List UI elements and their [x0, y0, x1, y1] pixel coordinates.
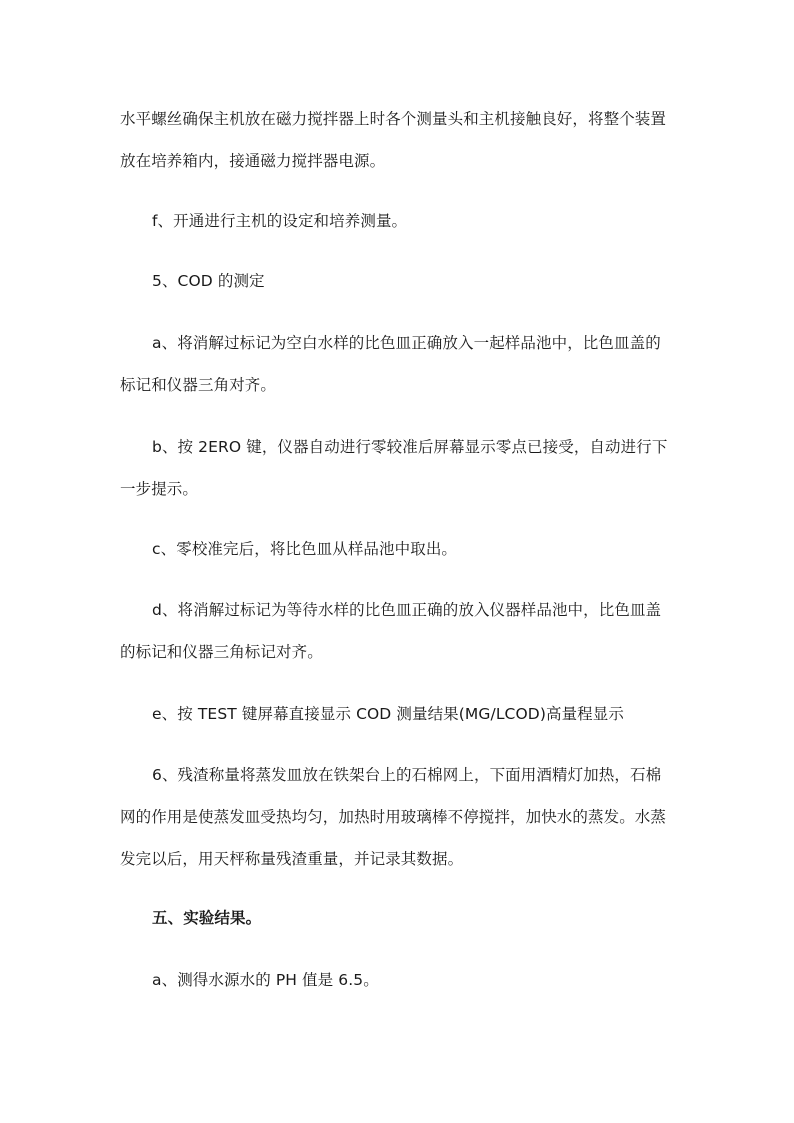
- step-b-line-1: b、按 2ERO 键，仪器自动进行零较准后屏幕显示零点已接受，自动进行下: [152, 438, 668, 456]
- step-a-line-1: a、将消解过标记为空白水样的比色皿正确放入一起样品池中，比色皿盖的: [152, 334, 661, 352]
- result-a-line: a、测得水源水的 PH 值是 6.5。: [152, 971, 379, 989]
- step-b-line-2: 一步提示。: [120, 480, 199, 498]
- section-6-line-2: 网的作用是使蒸发皿受热均匀，加热时用玻璃棒不停搅拌，加快水的蒸发。水蒸: [120, 808, 667, 826]
- step-c-line: c、零校准完后，将比色皿从样品池中取出。: [152, 540, 458, 558]
- section-6-line-1: 6、残渣称量将蒸发皿放在铁架台上的石棉网上，下面用酒精灯加热，石棉: [152, 766, 662, 784]
- paragraph-line-stirrer-setup: 水平螺丝确保主机放在磁力搅拌器上时各个测量头和主机接触良好，将整个装置: [120, 110, 667, 128]
- section-results-heading: 五、实验结果。: [152, 909, 262, 927]
- section-6-line-3: 发完以后，用天枰称量残渣重量，并记录其数据。: [120, 850, 464, 868]
- section-5-heading: 5、COD 的测定: [152, 272, 265, 290]
- step-d-line-2: 的标记和仪器三角标记对齐。: [120, 643, 323, 661]
- step-e-line: e、按 TEST 键屏幕直接显示 COD 测量结果(MG/LCOD)高量程显示: [152, 705, 624, 723]
- paragraph-line-incubator: 放在培养箱内，接通磁力搅拌器电源。: [120, 152, 386, 170]
- step-a-line-2: 标记和仪器三角对齐。: [120, 376, 277, 394]
- step-d-line-1: d、将消解过标记为等待水样的比色皿正确的放入仪器样品池中，比色皿盖: [152, 601, 662, 619]
- step-f-line: f、开通进行主机的设定和培养测量。: [152, 212, 408, 230]
